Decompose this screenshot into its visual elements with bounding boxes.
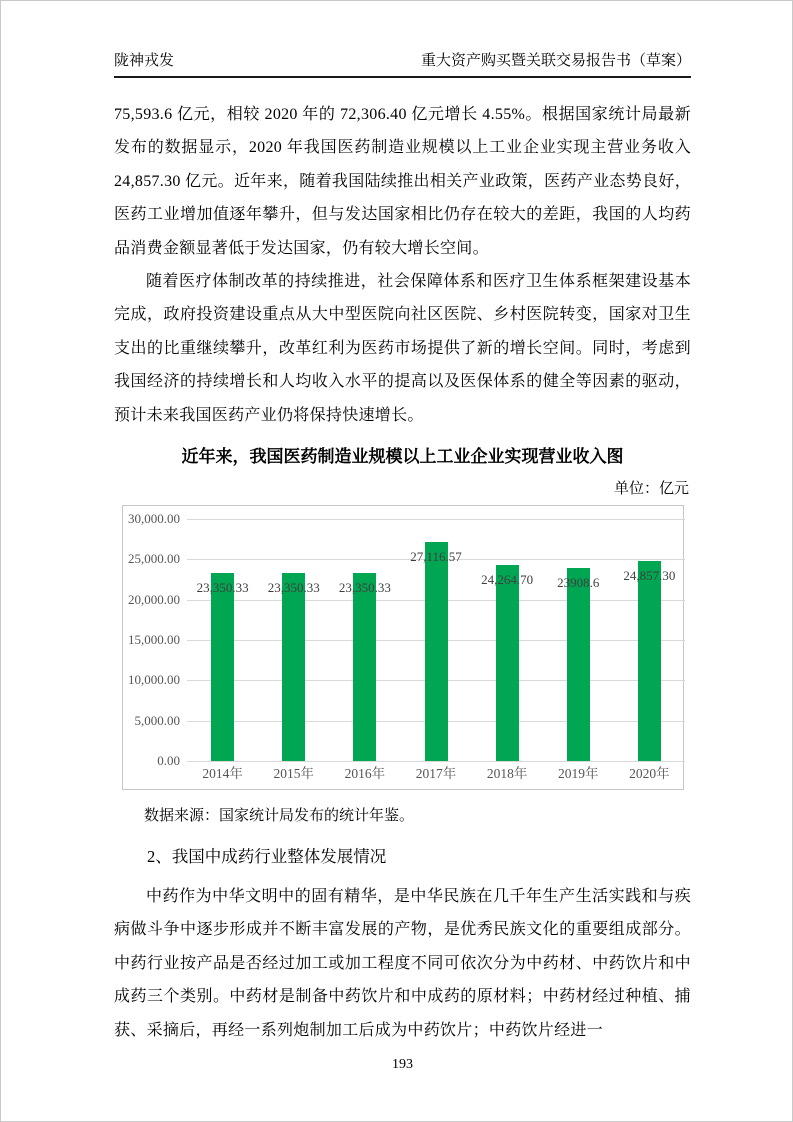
page-number: 193 bbox=[392, 1057, 413, 1073]
gridline bbox=[187, 761, 685, 762]
y-axis-tick-label: 0.00 bbox=[157, 753, 180, 769]
source-note: 数据来源：国家统计局发布的统计年鉴。 bbox=[144, 808, 415, 825]
bar-2017年 bbox=[425, 542, 448, 761]
page-header bbox=[114, 1, 691, 78]
bar-value-label: 24,264.70 bbox=[481, 572, 534, 588]
bar-value-label: 23908.6 bbox=[557, 575, 600, 591]
y-axis-tick-label: 10,000.00 bbox=[128, 672, 180, 688]
paragraph-1: 75,593.6 亿元，相较 2020 年的 72,306.40 亿元增长 4.55%。根据国家统计局最新发布的数据显示，2020 年我国医药制造业规模以上工业企业实现主营业务收入 24,857.30 亿元。近年来，随着我国陆续推出相关产业政策，医药产业态势良好，医药工业增加值逐年攀升，但与发达国家相比仍存在较大的差距，我国的人均药品消费金额显著低于发达国家，仍有较大增长空间。 bbox=[114, 106, 691, 257]
bar-2016年 bbox=[353, 573, 376, 761]
gridline bbox=[187, 519, 685, 520]
header-right-title: 重大资产购买暨关联交易报告书（草案） bbox=[420, 53, 691, 69]
section-heading: 2、我国中成药行业整体发展情况 bbox=[147, 847, 387, 867]
x-axis-tick-label: 2018年 bbox=[486, 766, 528, 782]
bar-value-label: 23,350.33 bbox=[196, 579, 249, 595]
x-axis-tick-label: 2020年 bbox=[629, 766, 670, 782]
chart-title: 近年来，我国医药制造业规模以上工业企业实现营业收入图 bbox=[181, 447, 624, 467]
bar-chart bbox=[122, 505, 684, 790]
bar-2020年 bbox=[638, 561, 661, 762]
x-axis-tick-label: 2017年 bbox=[415, 766, 457, 782]
paragraph-2: 随着医疗体制改革的持续推进，社会保障体系和医疗卫生体系框架建设基本完成，政府投资建设重点从大中型医院向社区医院、乡村医院转变，国家对卫生支出的比重继续攀升，改革红利为医药市场提供了新的增长空间。同时，考虑到我国经济的持续增长和人均收入水平的提高以及医保体系的健全等因素的驱动，预计未来我国医药产业仍将保持快速增长。 bbox=[114, 273, 691, 424]
header-left-title: 陇神戎发 bbox=[114, 53, 175, 69]
page-content bbox=[114, 1, 691, 1073]
y-axis-tick-label: 25,000.00 bbox=[128, 551, 180, 567]
bar-value-label: 23,350.33 bbox=[338, 579, 391, 595]
y-axis-tick-label: 5,000.00 bbox=[134, 712, 180, 728]
x-axis-tick-label: 2014年 bbox=[202, 766, 243, 782]
bar-value-label: 27,116.57 bbox=[410, 549, 462, 565]
y-axis-tick-label: 15,000.00 bbox=[128, 632, 180, 648]
x-axis-tick-label: 2019年 bbox=[558, 766, 599, 782]
paragraph-3: 中药作为中华文明中的固有精华，是中华民族在几千年生产生活实践和与疾病做斗争中逐步形成并不断丰富发展的产物，是优秀民族文化的重要组成部分。中药行业按产品是否经过加工或加工程度不同可依次分为中药材、中药饮片和中成药三个类别。中药材是制备中药饮片和中成药的原材料；中药材经过种植、捕获、采摘后，再经一系列炮制加工后成为中药饮片；中药饮片经进一 bbox=[114, 888, 691, 1039]
bar-2015年 bbox=[282, 573, 305, 761]
y-axis-tick-label: 30,000.00 bbox=[128, 511, 180, 527]
bar-value-label: 24,857.30 bbox=[623, 567, 676, 583]
bar-value-label: 23,350.33 bbox=[267, 579, 320, 595]
bar-2014年 bbox=[211, 573, 234, 761]
bar-2018年 bbox=[496, 565, 519, 761]
y-axis-tick-label: 20,000.00 bbox=[128, 591, 180, 607]
x-axis-tick-label: 2016年 bbox=[344, 766, 386, 782]
x-axis-tick-label: 2015年 bbox=[273, 766, 314, 782]
bar-2019年 bbox=[567, 568, 590, 761]
chart-unit-label: 单位：亿元 bbox=[613, 481, 689, 498]
